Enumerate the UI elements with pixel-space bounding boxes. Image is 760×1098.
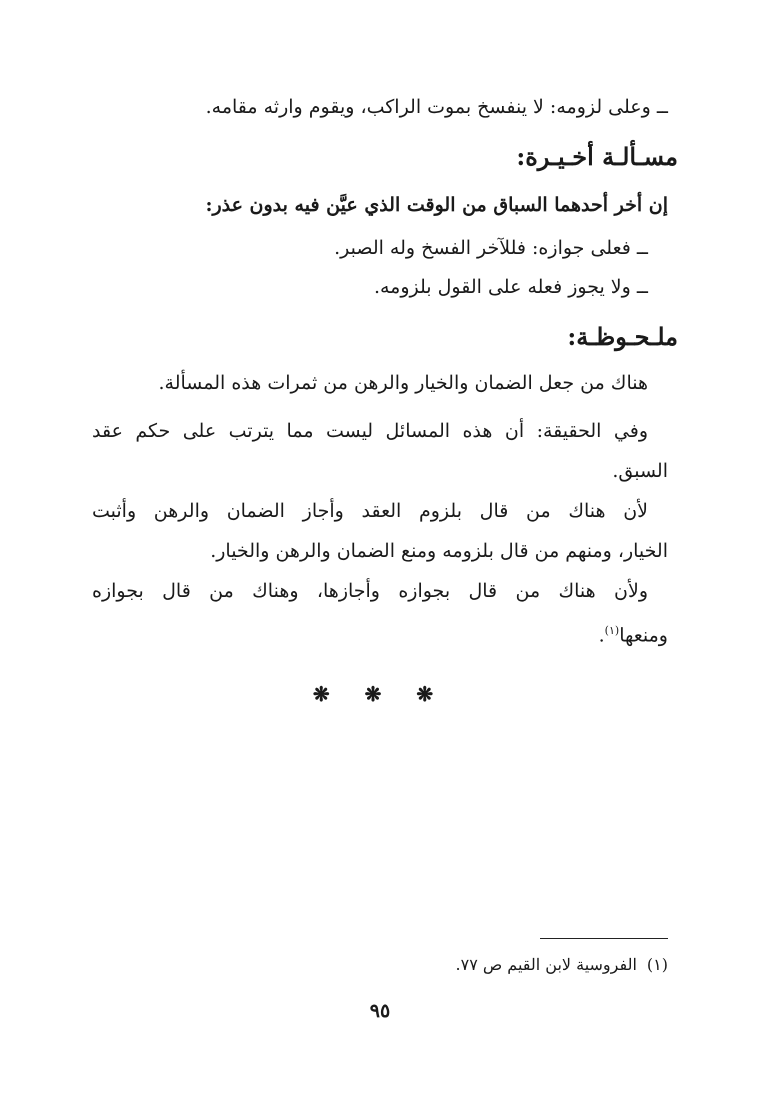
body-line-7: السبق. [612, 460, 668, 482]
footnote-number: (١) [646, 955, 668, 974]
body-line-1: ــ وعلى لزومه: لا ينفسخ بموت الراكب، ويقوم وارثه مقامه. [205, 96, 668, 118]
footnote-text: الفروسية لابن القيم ص ٧٧. [455, 955, 637, 974]
body-line-8: لأن هناك من قال بلزوم العقد وأجاز الضمان والرهن وأثبت [92, 500, 648, 522]
section-heading-note: ملـحـوظـة: [567, 322, 678, 351]
footnote-reference: (١) [604, 624, 620, 637]
body-line-3: ــ فعلى جوازه: فللآخر الفسخ وله الصبر. [334, 237, 648, 259]
body-line-11-text: ومنعها [619, 624, 668, 647]
section-separator-stars: ❋ ❋ ❋ [312, 682, 448, 706]
body-line-5: هناك من جعل الضمان والخيار والرهن من ثمرات هذه المسألة. [158, 372, 648, 394]
footnote-divider [540, 938, 668, 939]
body-line-10: ولأن هناك من قال بجوازه وأجازها، وهناك من قال بجوازه [92, 580, 648, 602]
body-line-2: إن أخر أحدهما السباق من الوقت الذي عيَّن فيه بدون عذر: [205, 194, 668, 216]
body-line-11-end: . [598, 624, 605, 647]
body-line-9: الخيار، ومنهم من قال بلزومه ومنع الضمان والرهن والخيار. [210, 540, 668, 562]
section-heading-final-issue: مسـألـة أخـيـرة: [516, 142, 678, 171]
footnote [456, 952, 669, 978]
body-line-6: وفي الحقيقة: أن هذه المسائل ليست مما يترتب على حكم عقد [92, 420, 648, 442]
page-number: ٩٥ [369, 1000, 391, 1022]
body-line-4: ــ ولا يجوز فعله على القول بلزومه. [373, 276, 648, 298]
body-line-11 [599, 616, 668, 650]
